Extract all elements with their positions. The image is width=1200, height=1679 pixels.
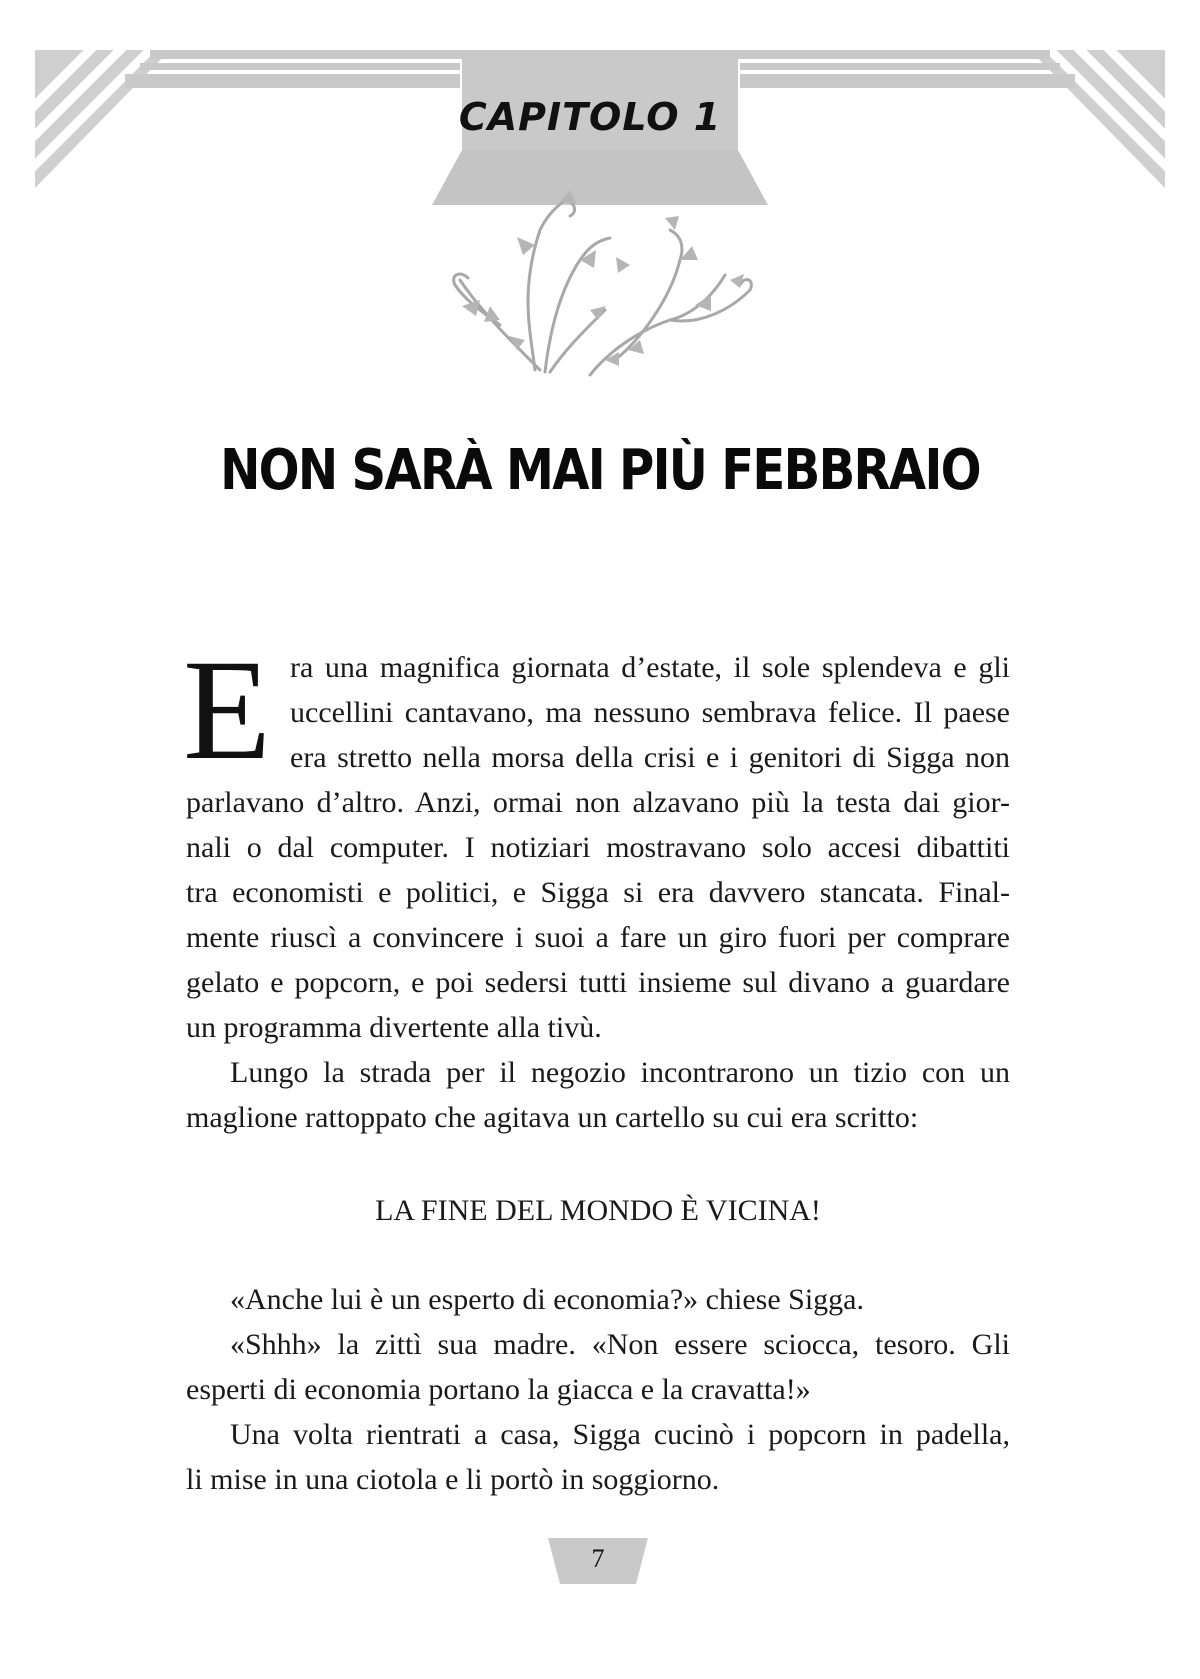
paragraph-4 xyxy=(186,1322,1010,1412)
paragraph-5 xyxy=(186,1412,1010,1502)
text-line: nali o dal computer. I notiziari mostravano solo accesi dibattiti xyxy=(186,831,1010,864)
text-line: mente riuscì a convincere i suoi a fare un giro fuori per comprare xyxy=(186,921,1010,954)
text-line: era stretto nella morsa della crisi e i genitori di Sigga non xyxy=(290,741,1010,774)
vine-illustration xyxy=(440,190,770,380)
sign-text: LA FINE DEL MONDO È VICINA! xyxy=(375,1194,821,1227)
paragraph-2 xyxy=(186,1050,1010,1140)
text-line: Lungo la strada per il negozio incontrarono un tizio con un xyxy=(230,1056,1010,1089)
text-line: li mise in una ciotola e li portò in soggiorno. xyxy=(186,1463,720,1496)
text-line: tra economisti e politici, e Sigga si era davvero stancata. Final- xyxy=(186,876,1010,909)
page-number: 7 xyxy=(591,1544,605,1573)
paragraph-3: «Anche lui è un esperto di economia?» chiese Sigga. xyxy=(230,1283,864,1316)
chapter-body xyxy=(183,631,1010,1502)
text-line: esperti di economia portano la giacca e la cravatta!» xyxy=(186,1373,811,1406)
text-line: Una volta rientrati a casa, Sigga cucinò i popcorn in padella, xyxy=(230,1418,1010,1451)
text-line: uccellini cantavano, ma nessuno sembrava felice. Il paese xyxy=(290,696,1010,729)
text-line: maglione rattoppato che agitava un cartello su cui era scritto: xyxy=(186,1101,919,1134)
chapter-label: CAPITOLO 1 xyxy=(458,95,722,139)
drop-cap: E xyxy=(183,631,271,790)
text-line: gelato e popcorn, e poi sedersi tutti insieme sul divano a guardare xyxy=(186,966,1010,999)
paragraph-1 xyxy=(186,645,1010,1050)
text-line: «Shhh» la zittì sua madre. «Non essere sciocca, tesoro. Gli xyxy=(230,1328,1010,1361)
text-line: un programma divertente alla tivù. xyxy=(186,1011,602,1044)
text-line: parlavano d’altro. Anzi, ormai non alzavano più la testa dai gior- xyxy=(186,786,1010,819)
chapter-title: NON SARÀ MAI PIÙ FEBBRAIO xyxy=(220,438,980,503)
text-line: ra una magnifica giornata d’estate, il sole splendeva e gli xyxy=(290,651,1010,684)
